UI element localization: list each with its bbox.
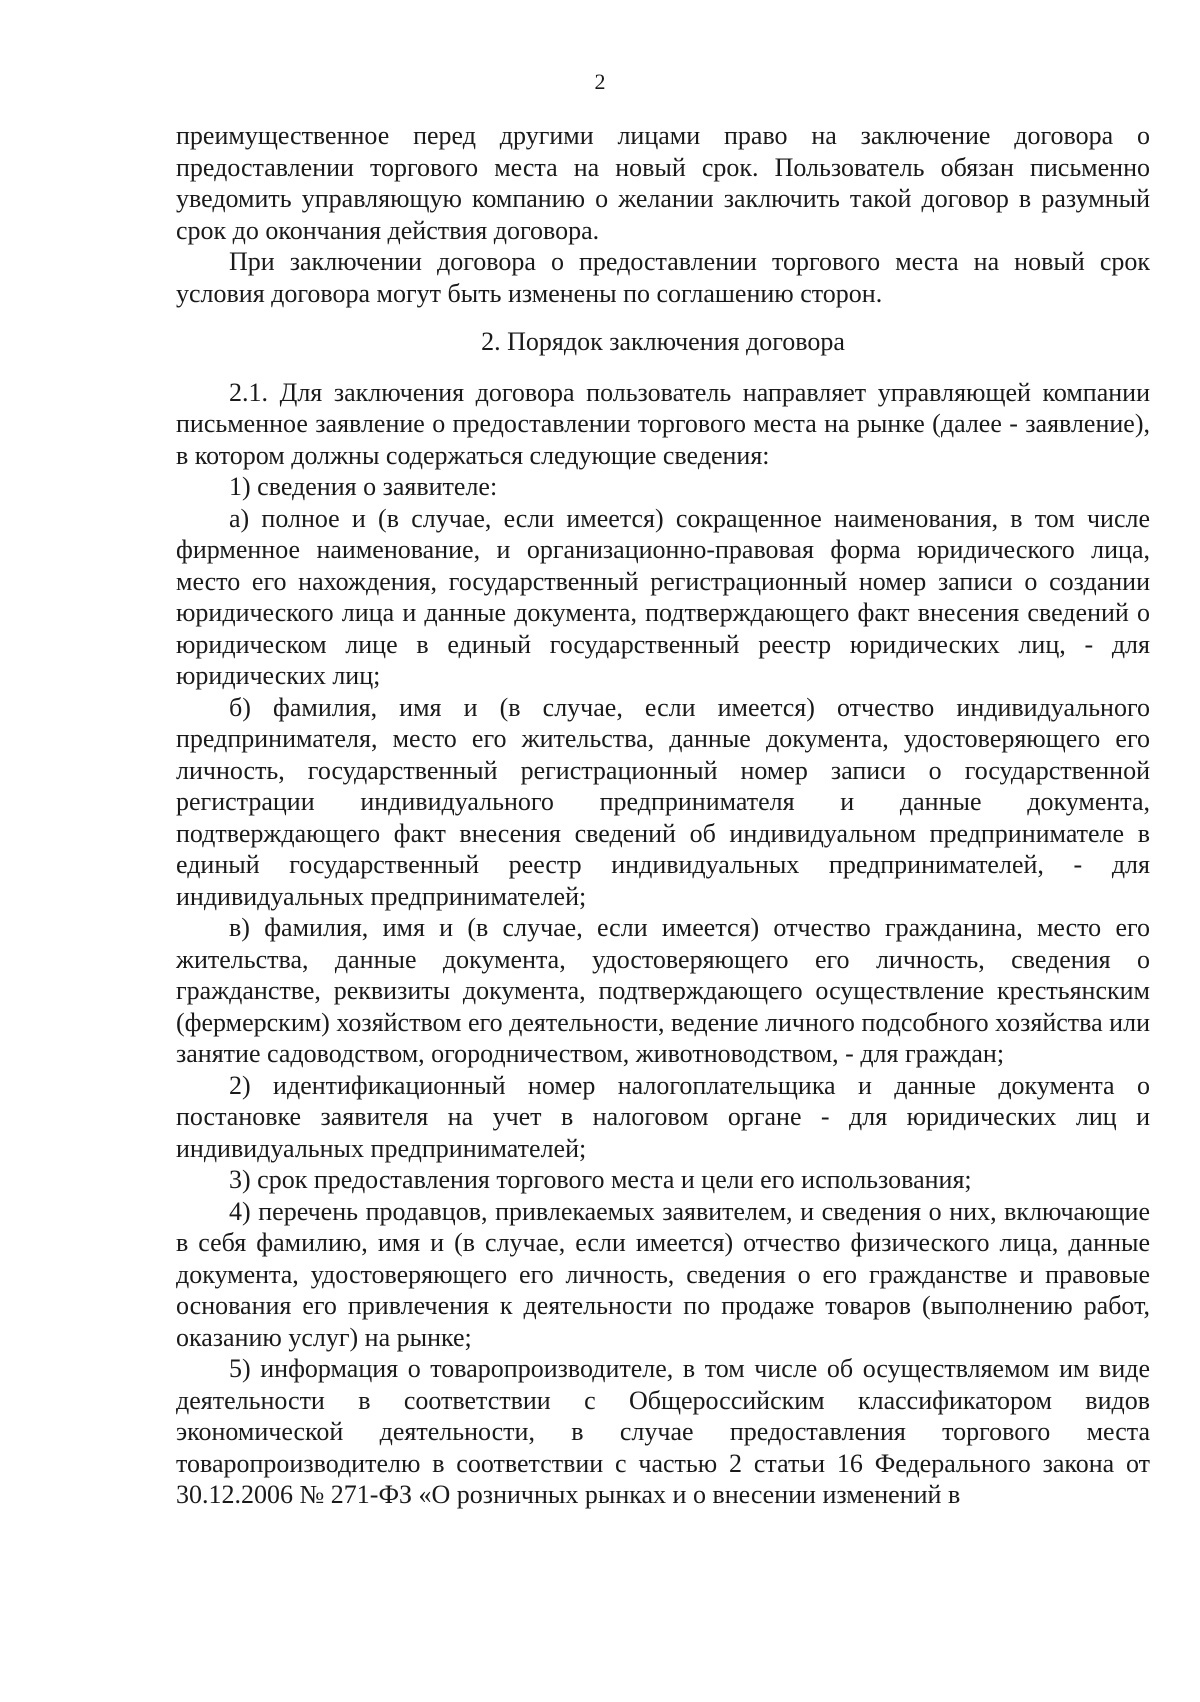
list-item-3: 3) срок предоставления торгового места и цели его использования; <box>229 1165 972 1194</box>
page-number: 2 <box>594 69 606 94</box>
paragraph-new-term: При заключении договора о предоставлении торгового места на новый срок условия договора могут быть изменены по соглашению сторон. <box>176 247 1150 308</box>
clause-2-1: 2.1. Для заключения договора пользователь направляет управляющей компании письменное заявление о предоставлении торгового места на рынке (далее - заявление), в котором должны содержаться следующие сведения: <box>176 377 1150 470</box>
section-heading: 2. Порядок заключения договора <box>481 327 845 356</box>
list-item-5: 5) информация о товаропроизводителе, в том числе об осуществляемом им виде деятельности в соответствии с Общероссийским классификатором видов экономической деятельности, в случае предоставления торгового места товаропроизводителю в соответствии с частью 2 статьи 16 Федерального закона от 30.12.2006 № 271-ФЗ «О розничных рынках и о внесении изменений в <box>176 1354 1150 1509</box>
list-item-4: 4) перечень продавцов, привлекаемых заявителем, и сведения о них, включающие в себя фамилию, имя и (в случае, если имеется) отчество физического лица, данные документа, удостоверяющего его личность, сведения о его гражданстве и правовые основания его привлечения к деятельности по продаже товаров (выполнению работ, оказанию услуг) на рынке; <box>176 1196 1150 1352</box>
list-item-1: 1) сведения о заявителе: <box>229 472 498 501</box>
list-item-1b: б) фамилия, имя и (в случае, если имеется) отчество индивидуального предпринимателя, место его жительства, данные документа, удостоверяющего его личность, государственный регистрационный номер записи о государственной регистрации индивидуального предпринимателя и данные документа, подтверждающего факт внесения сведений об индивидуальном предпринимателе в единый государственный реестр индивидуальных предпринимателей, - для индивидуальных предпринимателей; <box>176 692 1150 911</box>
list-item-1v: в) фамилия, имя и (в случае, если имеется) отчество гражданина, место его жительства, данные документа, удостоверяющего его личность, сведения о гражданстве, реквизиты документа, подтверждающего осуществление крестьянским (фермерским) хозяйством его деятельности, ведение личного подсобного хозяйства или занятие садоводством, огородничеством, животноводством, - для граждан; <box>176 913 1150 1068</box>
list-item-1a: а) полное и (в случае, если имеется) сокращенное наименования, в том числе фирменное наименование, и организационно-правовая форма юридического лица, место его нахождения, государственный регистрационный номер записи о создании юридического лица и данные документа, подтверждающего факт внесения сведений о юридическом лице в единый государственный реестр юридических лиц, - для юридических лиц; <box>176 503 1150 690</box>
document-body <box>176 120 1150 1511</box>
list-item-2: 2) идентификационный номер налогоплательщика и данные документа о постановке заявителя на учет в налоговом органе - для юридических лиц и индивидуальных предпринимателей; <box>176 1070 1150 1163</box>
paragraph-continued: преимущественное перед другими лицами право на заключение договора о предоставлении торгового места на новый срок. Пользователь обязан письменно уведомить управляющую компанию о желании заключить такой договор в разумный срок до окончания действия договора. <box>176 121 1150 245</box>
